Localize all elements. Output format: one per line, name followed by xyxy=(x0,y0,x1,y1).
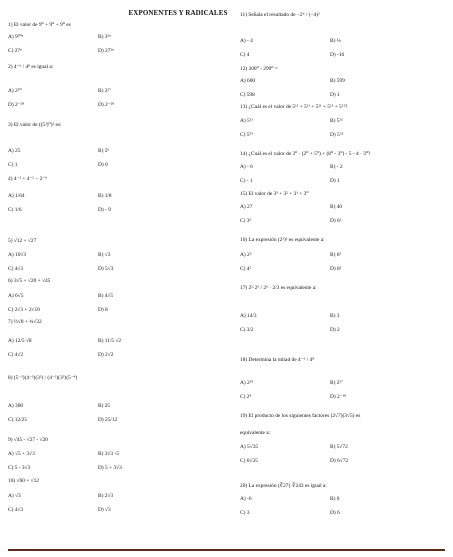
answer-option: A) 14/3 xyxy=(240,313,257,319)
answer-option: B) 4√5 xyxy=(98,293,114,299)
answer-option: B) 5¹² xyxy=(330,118,343,124)
answer-option: D) 2⁻²⁸ xyxy=(98,102,115,108)
answer-option: A) 5¹¹ xyxy=(240,118,253,124)
answer-option: A) √5 + 3√3 xyxy=(8,451,35,457)
question-left-2: 2) 4⁻⁶ / 4⁸ es igual a: xyxy=(8,64,54,70)
answer-option: C) 5⁵⁵ xyxy=(240,132,254,138)
answer-option: C) 4² xyxy=(240,266,252,272)
answer-option: A) 6√5 xyxy=(8,293,24,299)
answer-option: C) 2⁴ xyxy=(240,394,252,400)
answer-option: D) 5 + 3√3 xyxy=(98,465,122,471)
answer-option: D) 2√2 xyxy=(98,352,114,358)
answer-option: C) 1 xyxy=(8,162,18,168)
answer-option: A) - 4 xyxy=(240,38,253,44)
answer-option: A) 600 xyxy=(240,78,256,84)
answer-option: A) 300 xyxy=(8,403,24,409)
answer-option: D) 8 xyxy=(98,307,108,313)
question-right-9: 19) El producto de los siguientes factores (2√7)(3√5) es xyxy=(240,413,361,419)
answer-option: C) 4√2 xyxy=(8,352,24,358)
answer-option: equivalente a: xyxy=(240,430,271,436)
question-right-4: 14) ¿Cuál es el valor de 3⁰ · (2⁰ + 5⁰) + (8⁰ - 3⁰) - 5 - 4 · 3⁰? xyxy=(240,151,371,157)
answer-option: B) - 2 xyxy=(330,164,343,170)
answer-option: D) 2⁻²⁸ xyxy=(330,394,347,400)
answer-option: D) 6 xyxy=(330,510,340,516)
question-left-10: 10) √60 + √12 xyxy=(8,478,39,484)
answer-option: A) - 6 xyxy=(240,164,253,170)
page-title: EXPONENTES Y RADICALES xyxy=(128,9,228,17)
answer-option: A) 12/5 √8 xyxy=(8,338,32,344)
answer-option: C) 598 xyxy=(240,92,255,98)
answer-option: B) 0 xyxy=(330,496,340,502)
question-left-6: 6) 3√5 + √20 + √45 xyxy=(8,278,51,284)
answer-option: D) √3 xyxy=(98,507,111,513)
answer-option: D) 8² xyxy=(330,266,342,272)
answer-option: A) 2¹⁰ xyxy=(8,88,22,94)
answer-option: B) 1/8 xyxy=(98,193,112,199)
answer-option: D) 1 xyxy=(330,92,340,98)
question-right-3: 13) ¿Cuál es el valor de 5¹¹ + 5¹¹ + 5¹¹ + 5¹¹ + 5¹¹? xyxy=(240,104,348,110)
answer-option: C) 4 xyxy=(240,52,250,58)
answer-option: C) 2√3 + 2√10 xyxy=(8,307,40,313)
answer-option: B) √3 xyxy=(98,252,111,258)
answer-option: A) 25 xyxy=(8,148,21,154)
answer-option: A) 9²⁰ⁿ xyxy=(8,34,24,40)
answer-option: B) 3√3 -5 xyxy=(98,451,119,457)
question-right-10: 20) La expresión (∛27)·∛243 es igual a: xyxy=(240,483,327,489)
answer-option: B) 5√72 xyxy=(330,444,348,450)
answer-option: B) 3 xyxy=(330,313,340,319)
answer-option: A) -6 xyxy=(240,496,252,502)
answer-option: D) 1 xyxy=(330,178,340,184)
answer-option: B) 599 xyxy=(330,78,345,84)
question-right-8: 18) Determina la mitad de 4⁻⁶ / 4⁸ xyxy=(240,357,315,363)
question-right-2: 12) 300⁰ - 299⁰ = xyxy=(240,66,278,72)
question-left-1: 1) El valor de 9⁰ + 9⁰ + 9⁰ es xyxy=(8,22,71,28)
question-left-9: 9) √45 - √27 - √20 xyxy=(8,437,48,443)
answer-option: D) - 9 xyxy=(98,207,111,213)
question-left-3: 3) El valor de ((5²)⁰)² es: xyxy=(8,122,62,128)
answer-option: A) 10√3 xyxy=(8,252,27,258)
answer-option: C) 4√3 xyxy=(8,266,24,272)
answer-option: B) 40 xyxy=(330,204,343,210)
answer-option: B) 3²ⁿ xyxy=(98,34,111,40)
answer-option: B) 25 xyxy=(98,403,111,409)
answer-option: D) 6² xyxy=(330,218,342,224)
question-right-6: 16) La expresión (2³)² es equivalente a: xyxy=(240,237,325,243)
answer-option: C) 1/6 xyxy=(8,207,22,213)
answer-option: C) 6√35 xyxy=(240,458,258,464)
answer-option: C) - 1 xyxy=(240,178,253,184)
answer-option: B) 11/5 √2 xyxy=(98,338,122,344)
answer-option: A) 27 xyxy=(240,204,253,210)
answer-option: A) √3 xyxy=(8,493,21,499)
answer-option: C) 4√3 xyxy=(8,507,24,513)
answer-option: A) 2⁵ xyxy=(240,252,252,258)
question-right-5: 15) El valor de 3³ + 3² + 3¹ + 3⁰ xyxy=(240,191,309,197)
answer-option: C) 3 xyxy=(240,510,250,516)
answer-option: D) 5⁵⁵ xyxy=(330,132,344,138)
answer-option: C) 3/2 xyxy=(240,327,254,333)
question-left-8: 8) (5⁻²)(4⁻³)(3²) / (4⁻²)(3⁵)(5⁻⁴) xyxy=(8,375,78,381)
answer-option: A) 5√35 xyxy=(240,444,259,450)
answer-option: B) 2²⁷ xyxy=(330,380,343,386)
answer-option: D) 25/12 xyxy=(98,417,118,423)
question-left-7: 7) ½√8 + ¾√32 xyxy=(8,319,42,325)
answer-option: A) 2¹⁹ xyxy=(240,380,254,386)
answer-option: B) ¼ xyxy=(330,38,341,44)
answer-option: C) 5 - 3√3 xyxy=(8,465,31,471)
answer-option: D) 0 xyxy=(98,162,108,168)
footer-divider xyxy=(8,549,445,551)
question-left-5: 5) √12 + √27 xyxy=(8,238,37,244)
answer-option: C) 12/25 xyxy=(8,417,28,423)
question-right-7: 17) 2²·2⁵ / 2⁶ · 2/3 es equivalente a: xyxy=(240,285,317,291)
answer-option: C) 27ⁿ xyxy=(8,48,22,54)
answer-option: D) 6√72 xyxy=(330,458,349,464)
question-right-1: 11) Señala el resultado de −2⁶ / (−4)² xyxy=(240,12,320,18)
answer-option: D) 2 xyxy=(330,327,340,333)
answer-option: D) 2⁻²⁸ xyxy=(8,102,25,108)
question-left-4: 4) 4⁻³ + 4⁻² − 2⁻⁶ xyxy=(8,176,48,182)
answer-option: D) -16 xyxy=(330,52,345,58)
answer-option: A) 1/64 xyxy=(8,193,25,199)
answer-option: D) 5√3 xyxy=(98,266,114,272)
answer-option: B) 2²⁷ xyxy=(98,88,111,94)
answer-option: C) 3⁶ xyxy=(240,218,252,224)
answer-option: B) 6² xyxy=(330,252,342,258)
answer-option: D) 27²ⁿ xyxy=(98,48,114,54)
answer-option: B) 5⁶ xyxy=(98,148,110,154)
answer-option: B) 2√3 xyxy=(98,493,114,499)
